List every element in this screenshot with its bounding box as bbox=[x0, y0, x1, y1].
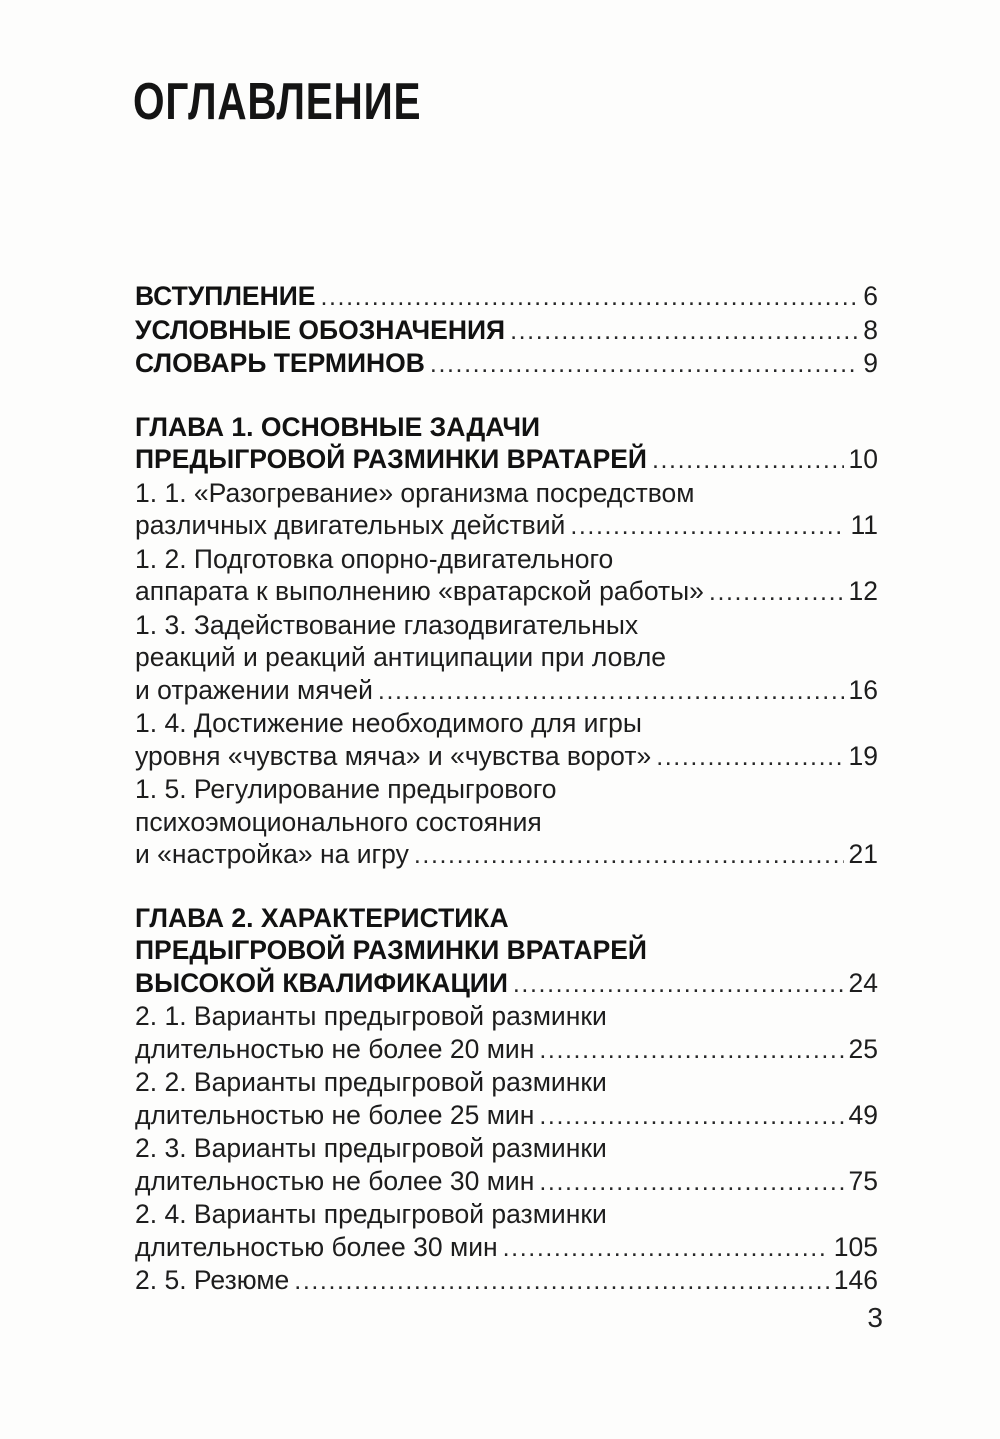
toc-page-ref: 11 bbox=[850, 510, 878, 540]
table-of-contents bbox=[135, 280, 878, 1298]
toc-row-chapter-heading bbox=[135, 411, 878, 444]
toc-page-ref: 105 bbox=[833, 1231, 878, 1262]
dot-leader bbox=[709, 575, 844, 609]
toc-entry-text: ВЫСОКОЙ КВАЛИФИКАЦИИ bbox=[135, 967, 508, 998]
toc-entry-text: 1. 4. Достижение необходимого для игры bbox=[135, 708, 642, 738]
toc-page-ref: 16 bbox=[848, 674, 878, 705]
toc-entry-text: 2. 5. Резюме bbox=[135, 1265, 290, 1295]
toc-page-ref: 6 bbox=[863, 281, 878, 311]
toc-entry-text: 1. 2. Подготовка опорно-двигательного bbox=[135, 543, 614, 574]
dot-leader bbox=[539, 1099, 843, 1133]
toc-row bbox=[135, 740, 878, 774]
toc-entry-text: длительностью не более 30 мин bbox=[135, 1165, 535, 1196]
toc-entry-text: 2. 4. Варианты предыгровой разминки bbox=[135, 1199, 607, 1229]
toc-entry-text: психоэмоционального состояния bbox=[135, 806, 542, 837]
dot-leader bbox=[656, 740, 843, 774]
toc-entry-text: и отражении мячей bbox=[135, 674, 373, 705]
toc-row bbox=[135, 674, 878, 708]
toc-row bbox=[135, 707, 878, 740]
dot-leader bbox=[510, 314, 858, 348]
toc-entry-text: 1. 3. Задействование глазодвигательных bbox=[135, 609, 639, 640]
toc-row bbox=[135, 509, 878, 543]
toc-entry-text: реакций и реакций антиципации при ловле bbox=[135, 642, 667, 672]
dot-leader bbox=[503, 1231, 829, 1265]
page-title: ОГЛАВЛЕНИЕ bbox=[133, 73, 422, 131]
toc-row-chapter-heading bbox=[135, 443, 878, 477]
toc-entry-text: УСЛОВНЫЕ ОБОЗНАЧЕНИЯ bbox=[135, 314, 506, 345]
toc-page-ref: 19 bbox=[848, 740, 878, 771]
dot-leader bbox=[378, 674, 844, 708]
toc-entry-text: 2. 1. Варианты предыгровой разминки bbox=[135, 1001, 607, 1031]
dot-leader bbox=[294, 1264, 829, 1298]
dot-leader bbox=[513, 967, 844, 1001]
toc-row-chapter-heading bbox=[135, 902, 878, 935]
toc-page-ref: 8 bbox=[863, 314, 878, 345]
toc-entry-text: длительностью не более 20 мин bbox=[135, 1033, 535, 1064]
toc-row-chapter-heading bbox=[135, 934, 878, 967]
toc-row bbox=[135, 347, 878, 381]
toc-row bbox=[135, 1099, 878, 1133]
toc-page-ref: 146 bbox=[833, 1265, 878, 1295]
toc-page-ref: 12 bbox=[848, 576, 878, 606]
toc-row bbox=[135, 1198, 878, 1231]
toc-entry-text: ГЛАВА 1. ОСНОВНЫЕ ЗАДАЧИ bbox=[135, 411, 541, 442]
toc-row bbox=[135, 1231, 878, 1265]
toc-row bbox=[135, 773, 878, 806]
toc-entry-text: различных двигательных действий bbox=[135, 510, 566, 540]
dot-leader bbox=[430, 347, 858, 381]
toc-row bbox=[135, 1000, 878, 1033]
toc-row bbox=[135, 1066, 878, 1099]
toc-entry-text: аппарата к выполнению «вратарской работы» bbox=[135, 576, 704, 606]
toc-row bbox=[135, 575, 878, 609]
toc-entry-text: длительностью не более 25 мин bbox=[135, 1099, 535, 1130]
toc-page-ref: 75 bbox=[848, 1165, 878, 1196]
folio-page-number: 3 bbox=[867, 1302, 883, 1333]
toc-entry-text: ПРЕДЫГРОВОЙ РАЗМИНКИ ВРАТАРЕЙ bbox=[135, 935, 647, 965]
dot-leader bbox=[539, 1165, 843, 1199]
toc-entry-text: 2. 3. Варианты предыгровой разминки bbox=[135, 1133, 607, 1163]
toc-entry-text: ПРЕДЫГРОВОЙ РАЗМИНКИ ВРАТАРЕЙ bbox=[135, 444, 647, 474]
toc-entry-text: СЛОВАРЬ ТЕРМИНОВ bbox=[135, 348, 425, 378]
toc-row bbox=[135, 609, 878, 642]
toc-row bbox=[135, 838, 878, 872]
toc-row bbox=[135, 543, 878, 576]
toc-entry-text: ГЛАВА 2. ХАРАКТЕРИСТИКА bbox=[135, 902, 509, 933]
toc-row bbox=[135, 314, 878, 348]
toc-page-ref: 25 bbox=[848, 1033, 878, 1064]
toc-row bbox=[135, 1165, 878, 1199]
toc-row bbox=[135, 280, 878, 314]
toc-row bbox=[135, 806, 878, 839]
toc-row bbox=[135, 1033, 878, 1067]
toc-page-ref: 21 bbox=[848, 839, 878, 869]
toc-entry-text: 2. 2. Варианты предыгровой разминки bbox=[135, 1067, 607, 1097]
toc-row bbox=[135, 1132, 878, 1165]
toc-entry-text: длительностью более 30 мин bbox=[135, 1231, 498, 1262]
dot-leader bbox=[414, 838, 844, 872]
dot-leader bbox=[539, 1033, 843, 1067]
toc-page-ref: 49 bbox=[848, 1099, 878, 1130]
dot-leader bbox=[320, 280, 858, 314]
toc-row bbox=[135, 477, 878, 510]
toc-entry-text: уровня «чувства мяча» и «чувства ворот» bbox=[135, 740, 652, 771]
toc-page-ref: 9 bbox=[863, 348, 878, 378]
dot-leader bbox=[652, 443, 844, 477]
toc-page-ref: 24 bbox=[848, 967, 878, 998]
toc-entry-text: 1. 5. Регулирование предыгрового bbox=[135, 774, 557, 804]
toc-entry-text: 1. 1. «Разогревание» организма посредством bbox=[135, 477, 695, 508]
toc-row bbox=[135, 641, 878, 674]
dot-leader bbox=[570, 509, 845, 543]
toc-row-chapter-heading bbox=[135, 967, 878, 1001]
toc-entry-text: и «настройка» на игру bbox=[135, 839, 409, 869]
toc-page-ref: 10 bbox=[848, 444, 878, 474]
toc-row bbox=[135, 1264, 878, 1298]
toc-entry-text: ВСТУПЛЕНИЕ bbox=[135, 281, 316, 311]
